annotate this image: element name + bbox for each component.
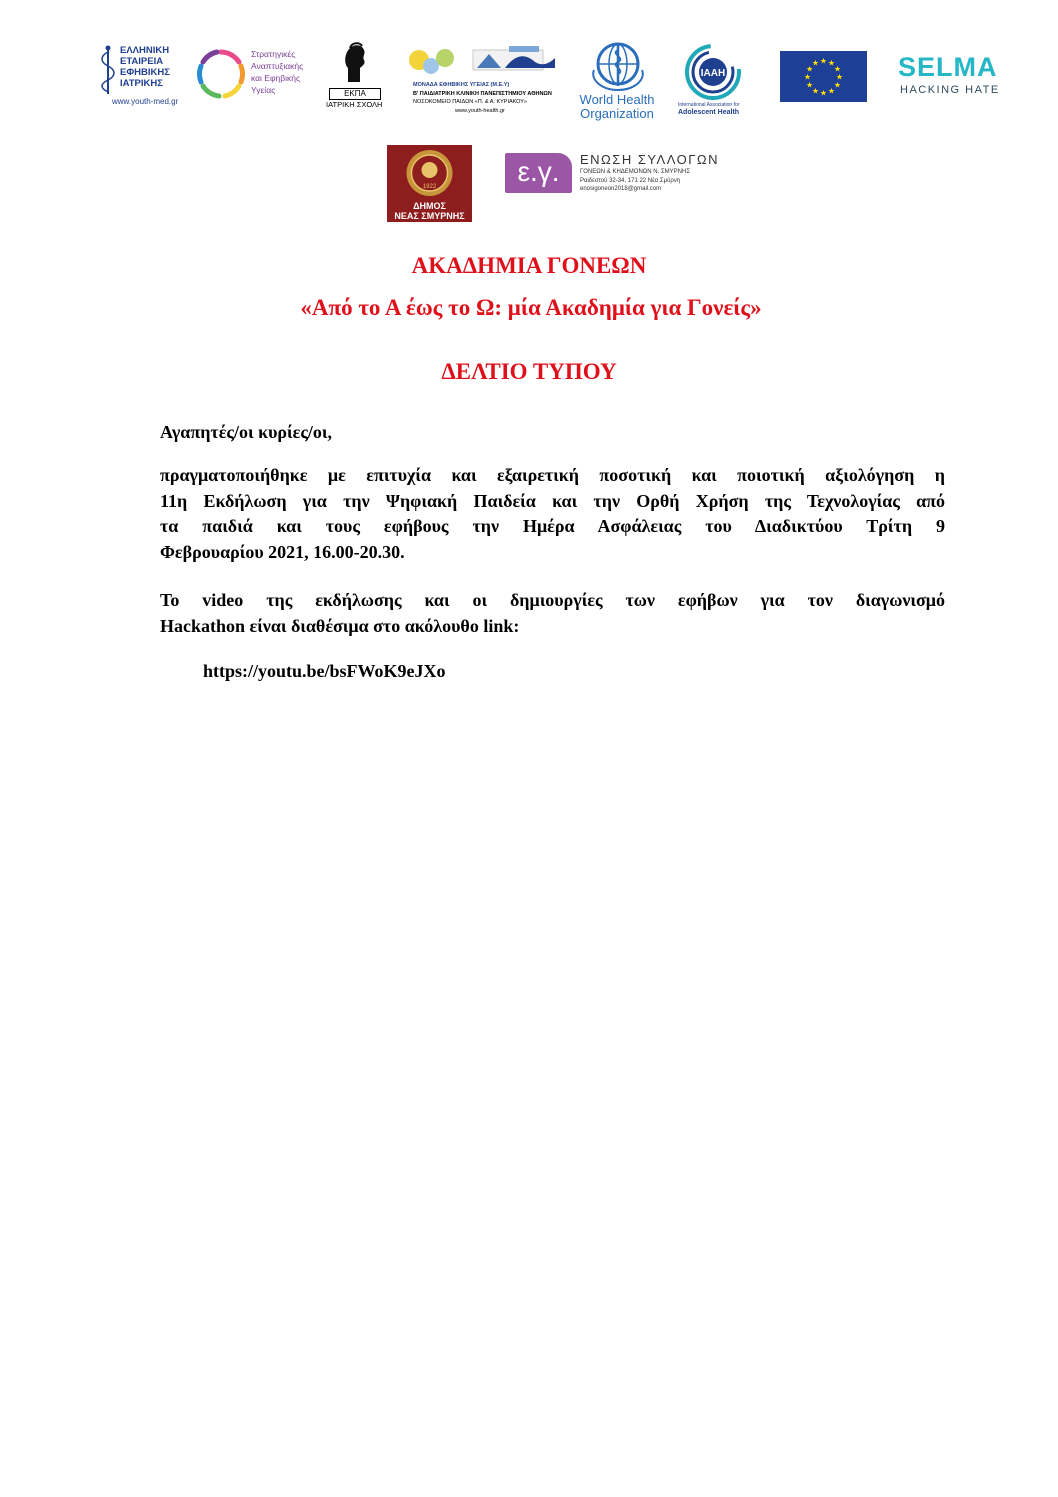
video-link[interactable]: https://youtu.be/bsFWoK9eJXo xyxy=(203,661,446,681)
parents-association-logo xyxy=(505,150,720,200)
strategic-health-logo xyxy=(195,46,315,106)
paragraph-event xyxy=(160,463,945,565)
who-line: World Health xyxy=(579,92,655,107)
people-circle-icon xyxy=(195,48,247,100)
iaah-logo xyxy=(676,43,756,119)
eu-star-icon: ★ xyxy=(827,58,836,68)
nea-smyrni-logo xyxy=(387,145,472,222)
parents-address: Ραιδεστού 32-34, 171 22 Νέα Σμύρνη xyxy=(580,178,681,184)
paragraph-line: τα παιδιά και τους εφήβους την Ημέρα Ασφάλειας του Διαδικτύου Τρίτη 9 xyxy=(160,516,945,536)
strategic-line: Στρατηγικές xyxy=(251,49,296,59)
eu-star-icon: ★ xyxy=(803,72,812,82)
eu-stars-icon xyxy=(780,51,867,102)
hsam-line: ΙΑΤΡΙΚΗΣ xyxy=(120,78,163,89)
nea-line2: ΝΕΑΣ ΣΜΥΡΝΗΣ xyxy=(394,211,465,221)
eu-star-icon: ★ xyxy=(835,72,844,82)
paragraph-line: 11η Εκδήλωση για την Ψηφιακή Παιδεία και την Ορθή Χρήση της Τεχνολογίας από xyxy=(160,490,945,511)
hsam-line: ΕΦΗΒΙΚΗΣ xyxy=(120,67,170,78)
iaah-badge: IAAH xyxy=(700,68,726,79)
who-emblem-icon xyxy=(588,40,648,92)
paragraph-line: Φεβρουαρίου 2021, 16.00-20.30. xyxy=(160,541,405,562)
paragraph-line: Το video της εκδήλωσης και οι δημιουργίες των εφήβων για τον διαγωνισμό xyxy=(160,590,945,610)
eu-star-icon: ★ xyxy=(811,86,820,96)
nea-line1: ΔΗΜΟΣ xyxy=(413,201,446,211)
parents-title: ΕΝΩΣΗ ΣΥΛΛΟΓΩΝ xyxy=(580,152,720,167)
parents-email: enosigoneon2018@gmail.com xyxy=(580,186,662,192)
academy-subtitle: «Από το Α έως το Ω: μία Ακαδημία για Γονείς» xyxy=(300,295,762,320)
press-release-heading: ΔΕΛΤΙΟ ΤΥΠΟΥ xyxy=(441,359,617,384)
seal-year: 1922 xyxy=(422,184,437,190)
who-name xyxy=(576,93,658,121)
unit-clinic: Β' ΠΑΙΔΙΑΤΡΙΚΗ ΚΛΙΝΙΚΗ ΠΑΝΕΠΙΣΤΗΜΙΟΥ ΑΘΗΝΩΝ xyxy=(413,91,552,97)
salutation: Αγαπητές/οι κυρίες/οι, xyxy=(160,422,332,442)
hsam-line: ΕΛΛΗΝΙΚΗ xyxy=(120,45,170,56)
athena-head-icon xyxy=(340,42,370,84)
strategic-line: και Εφηβικής xyxy=(251,73,301,83)
eu-star-icon: ★ xyxy=(833,64,841,74)
caduceus-icon xyxy=(98,44,118,96)
unit-graphic-icon xyxy=(405,40,568,80)
eu-flag xyxy=(780,51,867,102)
eu-star-icon: ★ xyxy=(819,56,828,66)
parents-subtitle: ΓΟΝΕΩΝ & ΚΗΔΕΜΟΝΩΝ Ν. ΣΜΥΡΝΗΣ xyxy=(580,169,691,175)
eu-star-icon: ★ xyxy=(806,64,814,74)
municipal-seal-icon xyxy=(387,145,472,201)
eu-star-icon: ★ xyxy=(806,80,814,90)
hsam-line: ΕΤΑΙΡΕΙΑ xyxy=(120,56,164,67)
iaah-ring-icon xyxy=(682,43,744,101)
selma-title: SELMA xyxy=(898,52,998,82)
who-line: Organization xyxy=(580,106,654,121)
strategic-health-text xyxy=(251,48,303,96)
eu-star-icon: ★ xyxy=(827,86,836,96)
unit-name: ΜΟΝΑΔΑ ΕΦΗΒΙΚΗΣ ΥΓΕΙΑΣ (Μ.Ε.Υ) xyxy=(413,82,510,88)
ekpa-sub: ΙΑΤΡΙΚΗ ΣΧΟΛΗ xyxy=(326,100,383,109)
academy-heading: ΑΚΑΔΗΜΙΑ ΓΟΝΕΩΝ xyxy=(411,253,647,278)
hsam-name xyxy=(120,45,170,89)
strategic-line: Αναπτυξιακής xyxy=(251,61,304,71)
paragraph-line: Hackathon είναι διαθέσιμα στο ακόλουθο link: xyxy=(160,615,520,636)
iaah-line1: International Association for xyxy=(678,102,740,108)
unit-url: www.youth-health.gr xyxy=(455,108,505,114)
hsam-url: www.youth-med.gr xyxy=(112,97,179,106)
selma-subtitle: HACKING HATE xyxy=(900,84,1000,96)
paragraph-video xyxy=(160,588,945,639)
ekpa-label: ΕΚΠΑ xyxy=(329,88,381,100)
eu-star-icon: ★ xyxy=(811,58,820,68)
who-logo xyxy=(573,40,663,120)
eu-star-icon: ★ xyxy=(833,80,841,90)
parents-badge: ε.γ. xyxy=(505,153,572,193)
unit-hospital: ΝΟΣΟΚΟΜΕΙΟ ΠΑΙΔΩΝ «Π. & Α. ΚΥΡΙΑΚΟΥ» xyxy=(413,99,527,105)
hsam-logo xyxy=(98,42,188,108)
paragraph-line: πραγματοποιήθηκε με επιτυχία και εξαιρετική ποσοτική και ποιοτική αξιολόγηση η xyxy=(160,465,945,485)
ekpa-logo xyxy=(326,42,384,108)
selma-logo xyxy=(898,52,1002,100)
adolescent-health-unit-logo xyxy=(405,40,568,118)
eu-star-icon: ★ xyxy=(819,88,828,98)
strategic-line: Υγείας xyxy=(251,85,276,95)
iaah-line2: Adolescent Health xyxy=(678,109,740,116)
